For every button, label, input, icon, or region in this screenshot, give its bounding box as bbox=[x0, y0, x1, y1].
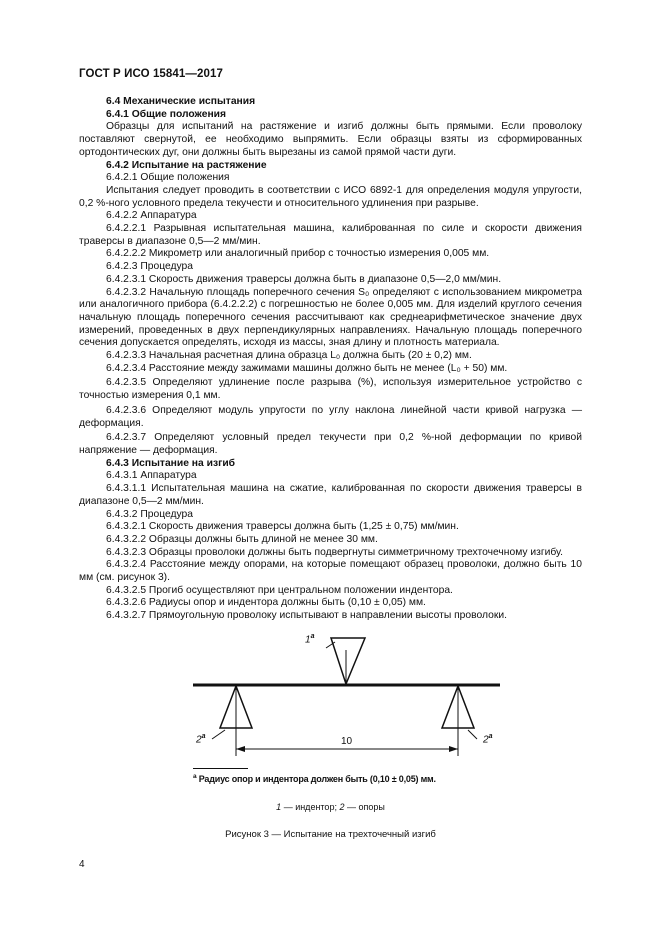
footnote-rule bbox=[193, 768, 248, 769]
right-support-label: $2^а$ bbox=[483, 733, 493, 746]
figure-caption: Рисунок 3 — Испытание на трехточечный изгиб bbox=[225, 829, 436, 840]
paragraph: 6.4.2.2 Аппаратура bbox=[106, 210, 197, 222]
paragraph: Образцы для испытаний на растяжение и изгиб должны быть прямыми. Если проволоку поставляют свернутой, ее необходимо выпрямить. Если образцы взяты из сформированных ортодонтических дуг, они должны быть вырезаны из самой прямой части дуги. bbox=[79, 121, 582, 158]
left-support-label: $2^а$ bbox=[196, 733, 206, 746]
page-header: ГОСТ Р ИСО 15841—2017 bbox=[79, 68, 224, 80]
section-heading: 6.4 Механические испытания bbox=[106, 96, 256, 107]
section-heading: 6.4.3 Испытание на изгиб bbox=[106, 457, 236, 469]
paragraph: 6.4.3.2.1 Скорость движения траверсы должна быть (1,25 ± 0,75) мм/мин. bbox=[106, 521, 459, 533]
dimension-arrow-left bbox=[236, 746, 245, 752]
paragraph: 6.4.3.2.5 Прогиб осуществляют при центральном положении индентора. bbox=[106, 584, 453, 596]
paragraph: 6.4.2.3.6 Определяют модуль упругости по углу наклона линейной части кривой нагрузка — деформация. bbox=[79, 404, 582, 429]
paragraph: 6.4.2.3.7 Определяют условный предел текучести при 0,2 %-ной деформации по кривой напряжение — деформация. bbox=[79, 432, 582, 456]
section-heading: 6.4.1 Общие положения bbox=[106, 108, 226, 120]
figure-legend: 1 — индентор; 2 — опоры bbox=[276, 802, 385, 812]
paragraph: 6.4.3.2.4 Расстояние между опорами, на которые помещают образец проволоки, должно быть 10 мм (см. рисунок 3). bbox=[79, 559, 582, 584]
paragraph: 6.4.3.2.7 Прямоугольную проволоку испытывают в направлении высоты проволоки. bbox=[106, 610, 507, 622]
paragraph: 6.4.3.1.1 Испытательная машина на сжатие, калиброванная по скорости движения траверсы в диапазоне 0,5—2 мм/мин. bbox=[79, 483, 582, 507]
paragraph: 6.4.2.3 Процедура bbox=[106, 261, 193, 273]
paragraph: 6.4.2.1 Общие положения bbox=[106, 172, 230, 184]
body-text bbox=[79, 96, 582, 623]
paragraph: 6.4.2.3.5 Определяют удлинение после разрыва (%), используя измерительное устройство с точностью измерения 0,1 мм. bbox=[79, 377, 582, 402]
indenter-label: $1^а$ bbox=[305, 633, 315, 646]
paragraph: 6.4.3.2.3 Образцы проволоки должны быть подвергнуты симметричному трехточечному изгибу. bbox=[106, 546, 564, 558]
paragraph: 6.4.2.3.1 Скорость движения траверсы должна быть в диапазоне 0,5—2,0 мм/мин. bbox=[106, 273, 502, 285]
right-support-leader bbox=[468, 730, 477, 739]
paragraph: 6.4.2.2.2 Микрометр или аналогичный прибор с точностью измерения 0,005 мм. bbox=[106, 248, 490, 260]
section-heading: 6.4.2 Испытание на растяжение bbox=[106, 159, 267, 171]
paragraph: Испытания следует проводить в соответствии с ИСО 6892-1 для определения модуля упругости, 0,2 %-ного условного предела текучести и относительного удлинения при разрыве. bbox=[79, 184, 582, 209]
paragraph: 6.4.3.2.2 Образцы должны быть длиной не менее 30 мм. bbox=[106, 533, 378, 545]
indenter-shape bbox=[331, 638, 365, 684]
page-number: 4 bbox=[79, 859, 85, 870]
paragraph: 6.4.2.3.3 Начальная расчетная длина образца L₀ должна быть (20 ± 0,2) мм. bbox=[106, 350, 472, 362]
figure-footnote: $^а$ Радиус опор и индентора должен быть (0,10 ± 0,05) мм. bbox=[193, 773, 436, 784]
paragraph: 6.4.3.2 Процедура bbox=[106, 508, 193, 520]
paragraph: 6.4.2.3.2 Начальную площадь поперечного сечения S₀ определяют с использованием микрометра или аналогичного прибора (6.4.2.2.2) с погрешностью не более 0,005 мм. Для изделий круглого сечения начальную площадь поперечного сечения рассчитывают как среднеарифметическое значение двух измерений, проведенных в двух перпендикулярных направлениях. Начальную площадь поперечного сечения допускается определять, исходя из массы, зная длину и плотность материала. bbox=[79, 286, 582, 349]
left-support-leader bbox=[212, 730, 225, 739]
dimension-label: 10 bbox=[341, 736, 353, 747]
three-point-bend-diagram bbox=[79, 628, 582, 768]
paragraph: 6.4.2.2.1 Разрывная испытательная машина, калиброванная по силе и скорости движения траверсы в диапазоне 0,5—2 мм/мин. bbox=[79, 223, 582, 247]
dimension-arrow-right bbox=[449, 746, 458, 752]
paragraph: 6.4.3.1 Аппаратура bbox=[106, 470, 197, 482]
paragraph: 6.4.3.2.6 Радиусы опор и индентора должны быть (0,10 ± 0,05) мм. bbox=[106, 597, 426, 609]
paragraph: 6.4.2.3.4 Расстояние между зажимами машины должно быть не менее (L₀ + 50) мм. bbox=[106, 362, 508, 374]
